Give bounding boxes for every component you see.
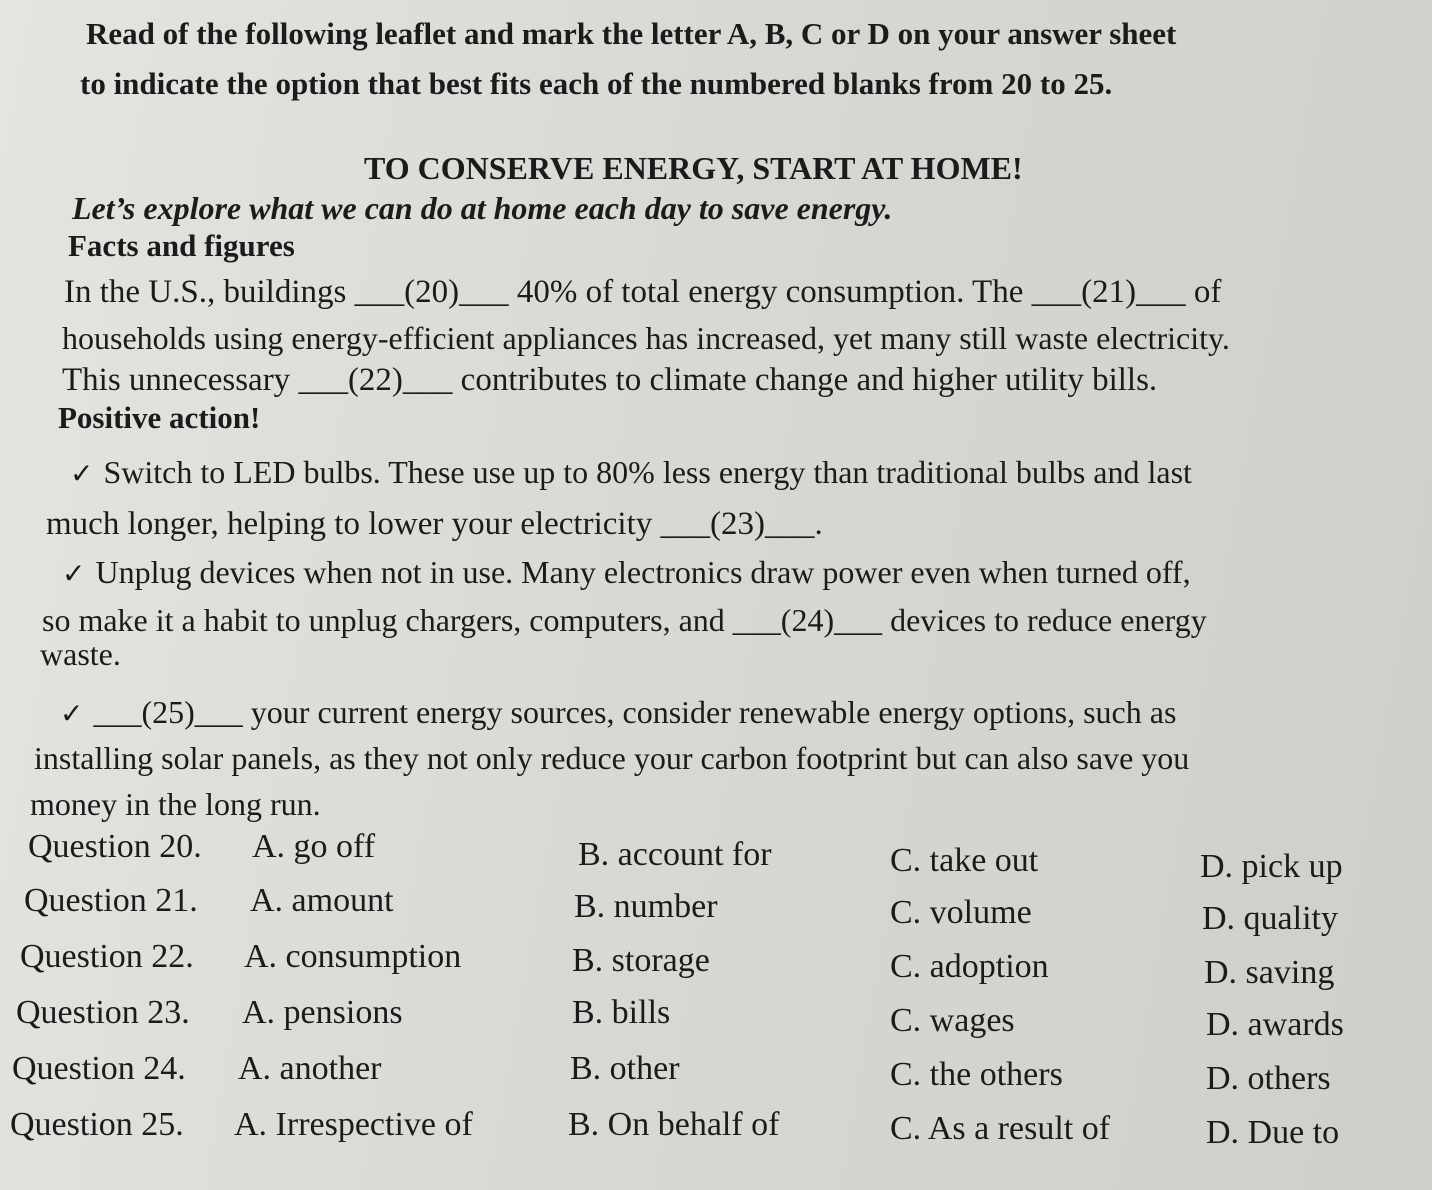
tip-text: much longer, helping to lower your electricity [46,506,661,542]
tip-2-line-1 [62,552,1191,594]
option-a[interactable]: A. go off [252,828,376,865]
option-a[interactable]: A. consumption [244,938,462,975]
facts-heading: Facts and figures [68,228,295,263]
tip-1-line-1 [70,452,1192,494]
leaflet-subtitle: Let’s explore what we can do at home each day to save energy. [72,190,893,226]
facts-text: of [1185,274,1222,310]
blank-20: ___(20)___ [354,274,509,310]
checkmark-icon: ✓ [62,557,86,590]
question-label: Question 25. [10,1106,184,1143]
facts-line-1 [64,272,1221,312]
option-c[interactable]: C. adoption [890,948,1049,985]
option-d[interactable]: D. pick up [1200,848,1343,885]
question-row [0,882,1432,937]
facts-text: 40% of total energy consumption. The [508,274,1032,310]
option-a[interactable]: A. pensions [242,994,403,1031]
checkmark-icon: ✓ [60,697,84,730]
option-b[interactable]: B. other [570,1050,680,1087]
question-row [0,938,1432,991]
tip-text: Unplug devices when not in use. Many electronics draw power even when turned off, [95,554,1191,590]
tip-3-line-3: money in the long run. [30,786,321,822]
blank-22: ___(22)___ [298,362,453,398]
question-label: Question 20. [28,828,202,865]
option-b[interactable]: B. number [574,888,718,925]
instruction-line-1: Read of the following leaflet and mark the letter A, B, C or D on your answer sheet [86,16,1177,51]
option-d[interactable]: D. saving [1204,954,1335,991]
tip-1-line-2 [46,504,823,544]
option-d[interactable]: D. awards [1206,1006,1344,1043]
question-row [0,1106,1432,1156]
action-heading: Positive action! [58,400,261,435]
facts-text: contributes to climate change and higher utility bills. [452,362,1158,398]
option-c[interactable]: C. As a result of [890,1110,1111,1147]
tip-text: so make it a habit to unplug chargers, computers, and [42,602,733,638]
option-d[interactable]: D. others [1206,1060,1331,1097]
facts-line-3 [62,360,1157,400]
option-a[interactable]: A. amount [250,882,394,919]
blank-23: ___(23)___ [660,506,815,542]
question-row [0,828,1432,885]
tip-2-line-2 [42,600,1207,640]
question-row [0,1050,1432,1100]
tip-text: . [814,506,823,542]
option-a[interactable]: A. Irrespective of [234,1106,473,1143]
tip-3-line-1 [60,692,1176,734]
facts-text: This unnecessary [62,362,299,398]
question-label: Question 22. [20,938,194,975]
option-d[interactable]: D. quality [1202,900,1338,937]
option-d[interactable]: D. Due to [1206,1114,1340,1151]
checkmark-icon: ✓ [70,457,94,490]
option-c[interactable]: C. take out [890,842,1039,879]
blank-21: ___(21)___ [1031,274,1186,310]
option-c[interactable]: C. wages [890,1002,1015,1039]
option-b[interactable]: B. account for [578,836,772,873]
blank-24: ___(24)___ [732,602,883,638]
tip-3-line-2: installing solar panels, as they not only reduce your carbon footprint but can also save you [34,740,1190,776]
question-label: Question 24. [12,1050,186,1087]
question-label: Question 23. [16,994,190,1031]
tip-2-line-3: waste. [40,636,121,672]
question-row [0,994,1432,1044]
option-a[interactable]: A. another [238,1050,382,1087]
facts-text: In the U.S., buildings [64,274,355,310]
question-label: Question 21. [24,882,198,919]
option-c[interactable]: C. volume [890,894,1032,931]
tip-text: devices to reduce energy [882,602,1207,638]
option-b[interactable]: B. storage [572,942,710,979]
tip-text: your current energy sources, consider renewable energy options, such as [242,694,1177,730]
blank-25: ___(25)___ [93,694,243,730]
tip-text: Switch to LED bulbs. These use up to 80% less energy than traditional bulbs and last [103,454,1192,490]
option-c[interactable]: C. the others [890,1056,1063,1093]
option-b[interactable]: B. On behalf of [568,1106,780,1143]
facts-line-2: households using energy-efficient appliances has increased, yet many still waste electricity. [62,320,1230,356]
leaflet-title: TO CONSERVE ENERGY, START AT HOME! [364,150,1023,186]
option-b[interactable]: B. bills [572,994,671,1031]
instruction-line-2: to indicate the option that best fits each of the numbered blanks from 20 to 25. [80,66,1113,101]
